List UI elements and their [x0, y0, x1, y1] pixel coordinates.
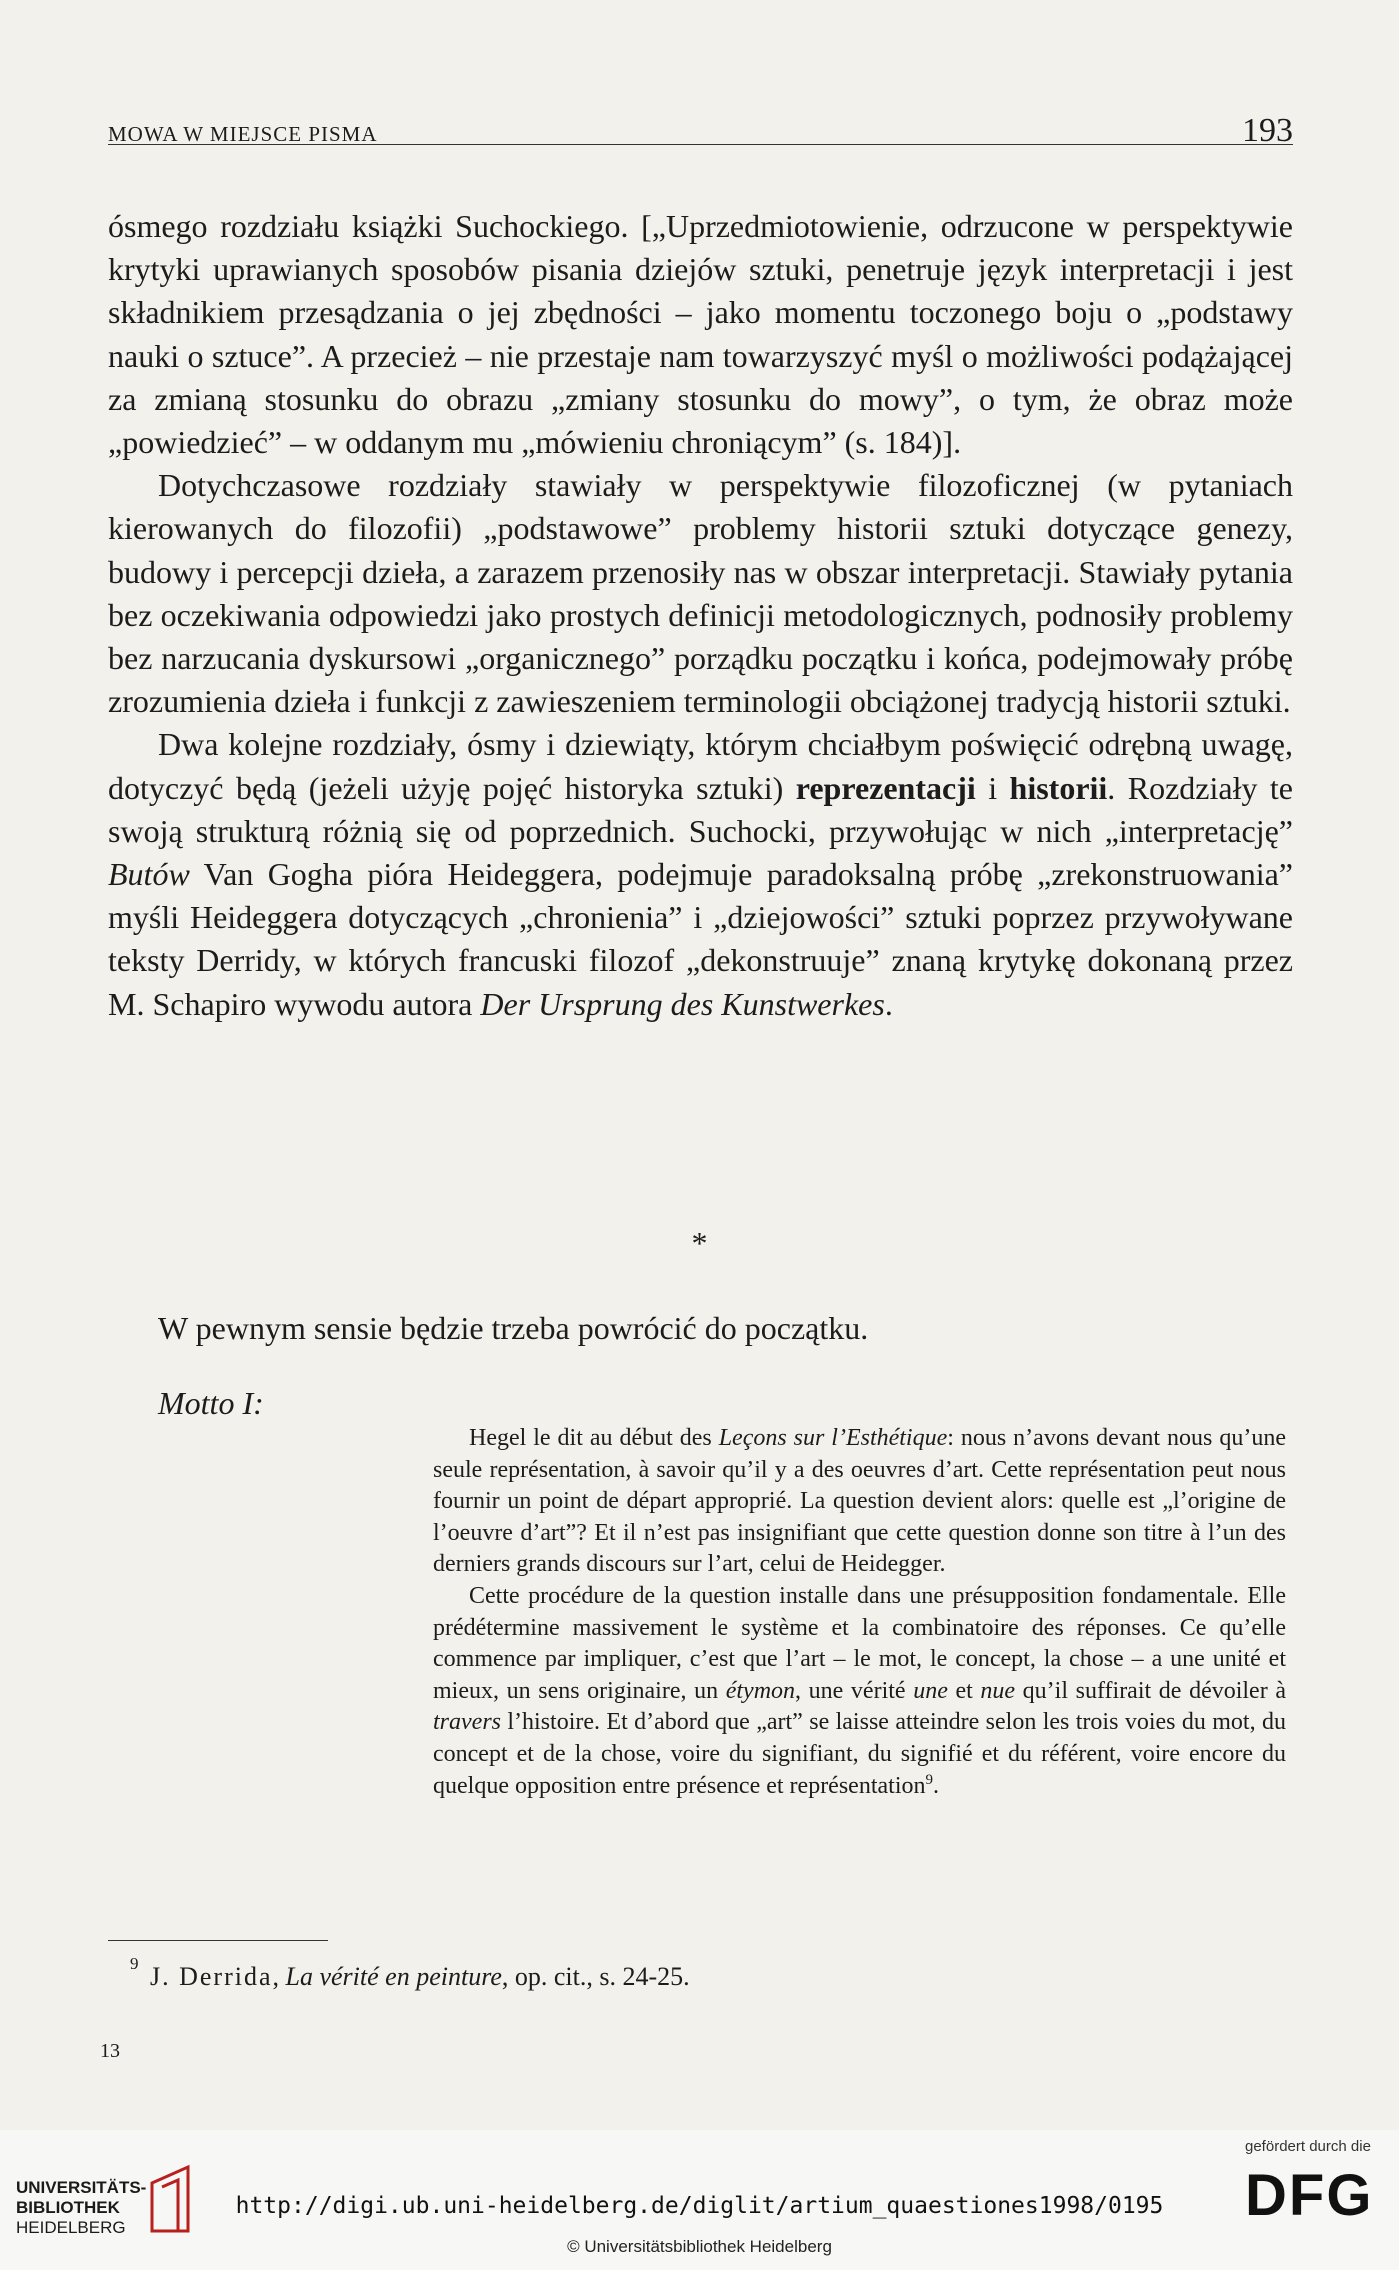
quote-2-text-f: . [932, 1772, 939, 1799]
library-line-3: HEIDELBERG [16, 2218, 126, 2237]
paragraph-2: Dotychczasowe rozdziały stawiały w perspektywie filozoficznej (w pytaniach kierowanych do filozofii) „podstawowe” problemy historii sztuki dotyczące genezy, budowy i percepcji dzieła, a zarazem przenosiły nas w obszar interpretacji. Stawiały pytania bez oczekiwania odpowiedzi jako prostych definicji metodologicznych, podnosiły problemy bez narzucania dyskursowi „organicznego” porządku początku i końca, podejmowały próbę zrozumienia dzieła i funkcji z zawieszeniem terminologii obciążonej tradycją historii sztuki. [108, 467, 1293, 720]
block-quote [433, 1423, 1286, 1802]
footnote [130, 1954, 690, 1992]
paragraph-3-text-c: . Rozdziały te swoją strukturą różnią się od poprzednich. Suchocki, przywołując w nich „interpretację” [108, 769, 1293, 849]
footnote-reference[interactable]: 9 [925, 1771, 933, 1788]
quote-2-text-b: , une vérité [795, 1677, 914, 1704]
dfg-logo: DFG [1245, 2163, 1374, 2228]
footnote-mark: 9 [130, 1954, 139, 1973]
section-separator: * [691, 1225, 708, 1261]
footnote-rest: , op. cit., s. 24-25. [501, 1962, 690, 1991]
funding-label: gefördert durch die [1245, 2138, 1371, 2155]
quote-2-text-d: qu’il suffirait de dévoiler à [1015, 1677, 1286, 1704]
quote-2-une: une [913, 1677, 948, 1704]
running-header [108, 112, 1293, 152]
quote-2-text-e: l’histoire. Et d’abord que „art” se laisse atteindre selon les trois voies du mot, du concept et de la chose, voire du signifiant, du signifié et du référent, voire encore du quelque opposition entre présence et représentation [433, 1709, 1286, 1799]
paragraph-3-text-e: . [884, 985, 893, 1022]
paragraph-3-text-d: Van Gogha pióra Heideggera, podejmuje paradoksalną próbę „zrekonstruowania” myśli Heideggera dotyczących „chronienia” i „dziejowości” sztuki poprzez przywoływane teksty Derridy, w których francuski filozof „dekonstruuje” znaną krytykę dokonaną przez M. Schapiro wywodu autora [108, 856, 1293, 1022]
quote-2-nue: nue [980, 1677, 1016, 1704]
footnote-separator: , [272, 1962, 286, 1991]
paragraph-1: ósmego rozdziału książki Suchockiego. [„Uprzedmiotowienie, odrzucone w perspektywie krytyki uprawianych sposobów pisania dziejów sztuki, penetruje język interpretacji i jest składnikiem przesądzania o jej zbędności – jako momentu toczonego boju o „podstawy nauki o sztuce”. A przecież – nie przestaje nam towarzyszyć myśl o możliwości podążającej za zmianą stosunku do obrazu „zmiany stosunku do mowy”, o tym, że obraz może „powiedzieć” – w oddanym mu „mówieniu chroniącym” (s. 184)]. [108, 208, 1293, 461]
quote-1-text-b: : nous n’avons devant nous qu’une seule représentation, à savoir qu’il y a des oeuvres d’art. Cette représentation peut nous fournir un point de départ approprié. La question devient alors: quelle est „l’origine de l’oeuvre d’art”? Et il n’est pas insignifiant que cette question donne son titre à l’un des derniers grands discours sur l’art, celui de Heidegger. [433, 1425, 1286, 1578]
quote-1-title: Leçons sur l’Esthétique [718, 1425, 948, 1451]
quote-1-text-a: Hegel le dit au début des [469, 1425, 719, 1451]
sense-line: W pewnym sensie będzie trzeba powrócić do początku. [158, 1310, 869, 1346]
main-text [108, 205, 1293, 1026]
source-url[interactable]: http://digi.ub.uni-heidelberg.de/diglit/artium_quaestiones1998/0195 [235, 2193, 1164, 2219]
paragraph-3 [108, 723, 1293, 1025]
running-title: MOWA W MIEJSCE PISMA [108, 122, 378, 146]
footnote-title: La vérité en peinture [285, 1962, 502, 1991]
printer-signature: 13 [100, 2040, 120, 2062]
title-butow: Butów [108, 856, 190, 893]
library-line-1: UNIVERSITÄTS- [16, 2178, 147, 2197]
copyright-notice: © Universitätsbibliothek Heidelberg [567, 2237, 832, 2256]
quote-paragraph-1 [433, 1423, 1286, 1581]
quote-paragraph-2 [433, 1581, 1286, 1802]
term-history: historii [1009, 769, 1108, 806]
quote-2-travers: travers [433, 1709, 501, 1736]
motto-heading: Motto I: [158, 1385, 264, 1421]
paragraph-3-text-a: Dwa kolejne rozdziały, ósmy i dziewiąty, którym chciałbym poświęcić odrębną uwagę, dotyczyć będą (jeżeli użyję pojęć historyka sztuki) [108, 726, 1293, 806]
footnote-author: J. Derrida [150, 1962, 273, 1991]
footnote-rule [108, 1940, 328, 1941]
quote-2-etymon: étymon [725, 1677, 796, 1704]
title-ursprung: Der Ursprung des Kunstwerkes [480, 985, 885, 1022]
quote-2-text-c: et [947, 1677, 981, 1704]
header-rule [108, 144, 1293, 145]
quote-2-text-a: Cette procédure de la question installe dans une présupposition fondamentale. Elle prédétermine massivement le système et la combinatoire des réponses. Ce qu’elle commence par impliquer, c’est que l’art – le mot, le concept, la chose – a une unité et mieux, un sens originaire, un [433, 1582, 1286, 1704]
paragraph-3-text-b: i [975, 769, 1010, 806]
page-number: 193 [1242, 112, 1293, 149]
library-line-2: BIBLIOTHEK [16, 2198, 120, 2217]
term-representation: reprezentacji [795, 769, 976, 806]
